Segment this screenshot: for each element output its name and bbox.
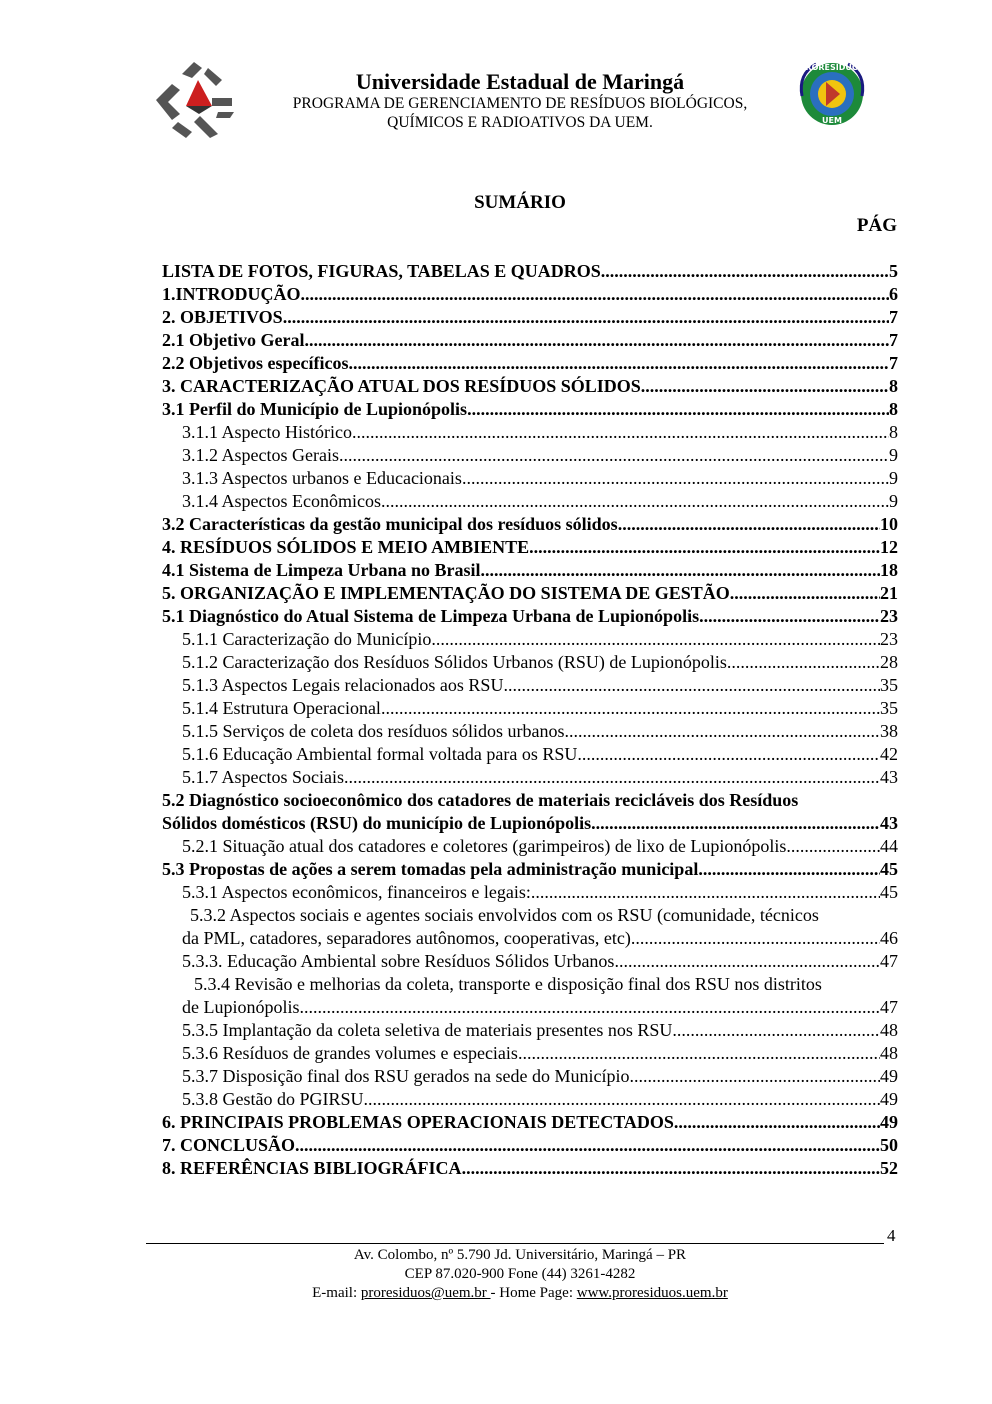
- toc-entry[interactable]: de Lupionópolis. ..... 47: [162, 996, 898, 1019]
- toc-entry[interactable]: 5.1.3 Aspectos Legais relacionados aos RSU ..... 35: [162, 674, 898, 697]
- toc-entry[interactable]: 5.3.5 Implantação da coleta seletiva de materiais presentes nos RSU ..... 48: [162, 1019, 898, 1042]
- toc-entry[interactable]: da PML, catadores, separadores autônomos, cooperativas, etc). ..... 46: [162, 927, 898, 950]
- svg-text:PRORESIDUOS: PRORESIDUOS: [799, 63, 865, 72]
- toc-entry[interactable]: 5.3.8 Gestão do PGIRSU ..... 49: [162, 1088, 898, 1111]
- svg-text:UEM: UEM: [822, 116, 842, 125]
- toc-entry[interactable]: 5.3.1 Aspectos econômicos, financeiros e legais: ..... 45: [162, 881, 898, 904]
- toc-entry[interactable]: 3.1 Perfil do Município de Lupionópolis ..... 8: [162, 398, 898, 421]
- footer-address: Av. Colombo, nº 5.790 Jd. Universitário, Maringá – PR: [353, 1247, 687, 1263]
- toc-entry[interactable]: 3.1.4 Aspectos Econômicos ..... 9: [162, 490, 898, 513]
- toc-entry[interactable]: 3. CARACTERIZAÇÃO ATUAL DOS RESÍDUOS SÓLIDOS ..... 8: [162, 375, 898, 398]
- homepage-link[interactable]: www.proresiduos.uem.br: [576, 1285, 728, 1301]
- toc-entry[interactable]: 3.1.1 Aspecto Histórico ..... 8: [162, 421, 898, 444]
- toc-entry-first-line[interactable]: 5.3.4 Revisão e melhorias da coleta, transporte e disposição final dos RSU nos distritos: [194, 974, 822, 994]
- toc-entry[interactable]: 5.3.6 Resíduos de grandes volumes e especiais ..... 48: [162, 1042, 898, 1065]
- toc-entry[interactable]: 1.INTRODUÇÃO ..... 6: [162, 283, 898, 306]
- toc-entry[interactable]: 5.1.5 Serviços de coleta dos resíduos sólidos urbanos ..... 38: [162, 720, 898, 743]
- toc-entry[interactable]: 3.2 Características da gestão municipal dos resíduos sólidos ..... 10: [162, 513, 898, 536]
- toc-entry[interactable]: 4. RESÍDUOS SÓLIDOS E MEIO AMBIENTE ..... 12: [162, 536, 898, 559]
- page-number: 4: [887, 1226, 896, 1245]
- header-text: [240, 70, 800, 132]
- program-line-2: QUÍMICOS E RADIOATIVOS DA UEM.: [387, 114, 653, 131]
- toc-entry[interactable]: 7. CONCLUSÃO ..... 50: [162, 1134, 898, 1157]
- uem-logo: [152, 56, 238, 140]
- toc-entry[interactable]: Sólidos domésticos (RSU) do município de Lupionópolis ..... 43: [162, 812, 898, 835]
- toc-entry-first-line[interactable]: 5.2 Diagnóstico socioeconômico dos catadores de materiais recicláveis dos Resíduos: [162, 790, 799, 810]
- toc-entry[interactable]: 5.1.4 Estrutura Operacional ..... 35: [162, 697, 898, 720]
- toc-entry[interactable]: 5.1.7 Aspectos Sociais ..... 43: [162, 766, 898, 789]
- toc-entry[interactable]: 5. ORGANIZAÇÃO E IMPLEMENTAÇÃO DO SISTEMA DE GESTÃO ..... 21: [162, 582, 898, 605]
- toc-entry[interactable]: 3.1.2 Aspectos Gerais ..... 9: [162, 444, 898, 467]
- toc-entry[interactable]: 2.1 Objetivo Geral ..... 7: [162, 329, 898, 352]
- toc-entry[interactable]: 2. OBJETIVOS ..... 7: [162, 306, 898, 329]
- footer-contact: E-mail: proresiduos@uem.br - Home Page: www.proresiduos.uem.br: [312, 1285, 728, 1301]
- proresiduos-logo: [796, 56, 868, 130]
- toc-entry[interactable]: 5.3 Propostas de ações a serem tomadas pela administração municipal ..... 45: [162, 858, 898, 881]
- toc-entry[interactable]: 5.1.2 Caracterização dos Resíduos Sólidos Urbanos (RSU) de Lupionópolis ..... 28: [162, 651, 898, 674]
- toc-entry[interactable]: 5.1.6 Educação Ambiental formal voltada para os RSU ..... 42: [162, 743, 898, 766]
- toc-entry[interactable]: 6. PRINCIPAIS PROBLEMAS OPERACIONAIS DETECTADOS ..... 49: [162, 1111, 898, 1134]
- page-title: SUMÁRIO: [474, 192, 566, 213]
- page-column-label: PÁG: [856, 215, 897, 236]
- university-name: Universidade Estadual de Maringá: [355, 69, 685, 94]
- toc-entry[interactable]: 2.2 Objetivos específicos ..... 7: [162, 352, 898, 375]
- footer: [0, 1246, 992, 1303]
- toc-entry[interactable]: 5.3.3. Educação Ambiental sobre Resíduos Sólidos Urbanos ..... 47: [162, 950, 898, 973]
- footer-cep-phone: CEP 87.020-900 Fone (44) 3261-4282: [404, 1266, 636, 1282]
- footer-divider: [146, 1243, 884, 1244]
- toc-entry[interactable]: 5.1 Diagnóstico do Atual Sistema de Limpeza Urbana de Lupionópolis ..... 23: [162, 605, 898, 628]
- toc-entry[interactable]: 4.1 Sistema de Limpeza Urbana no Brasil ..... 18: [162, 559, 898, 582]
- toc-entry[interactable]: 3.1.3 Aspectos urbanos e Educacionais ..... 9: [162, 467, 898, 490]
- email-link[interactable]: proresiduos@uem.br: [360, 1285, 491, 1301]
- toc-entry[interactable]: 5.2.1 Situação atual dos catadores e coletores (garimpeiros) de lixo de Lupionópolis ..... 44: [162, 835, 898, 858]
- table-of-contents: [162, 260, 898, 1180]
- toc-entry-first-line[interactable]: 5.3.2 Aspectos sociais e agentes sociais envolvidos com os RSU (comunidade, técnicos: [190, 905, 819, 925]
- program-line-1: PROGRAMA DE GERENCIAMENTO DE RESÍDUOS BIOLÓGICOS,: [292, 95, 748, 112]
- toc-entry[interactable]: 5.3.7 Disposição final dos RSU gerados na sede do Município ..... 49: [162, 1065, 898, 1088]
- toc-entry[interactable]: 5.1.1 Caracterização do Município ..... 23: [162, 628, 898, 651]
- toc-entry[interactable]: LISTA DE FOTOS, FIGURAS, TABELAS E QUADROS ..... 5: [162, 260, 898, 283]
- toc-entry[interactable]: 8. REFERÊNCIAS BIBLIOGRÁFICA ..... 52: [162, 1157, 898, 1180]
